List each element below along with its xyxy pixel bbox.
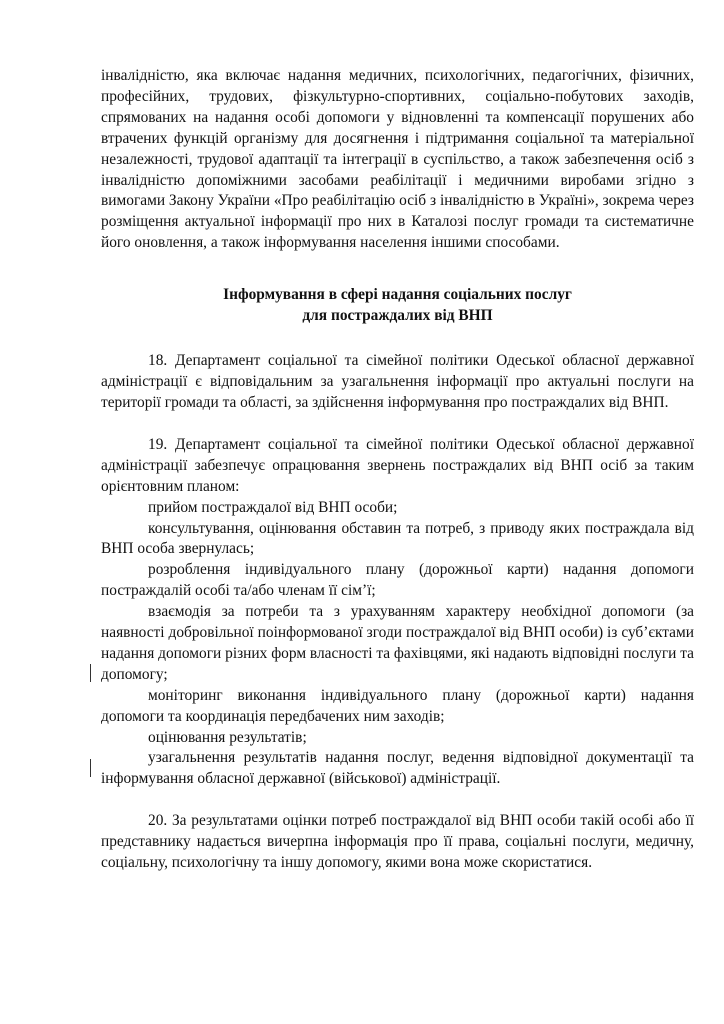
item-19-step-2: консультування, оцінювання обставин та потреб, з приводу яких постраждала від ВНП особа звернулась; [101, 519, 694, 558]
item-19-step-7: узагальнення результатів надання послуг, ведення відповідної документації та інформування обласної державної (військової) адміністрації. [101, 749, 694, 788]
item-19-step-6: оцінювання результатів; [148, 728, 307, 746]
section-heading-line-1: Інформування в сфері надання соціальних послуг [223, 286, 572, 304]
item-19-step-1: прийом постраждалої від ВНП особи; [148, 498, 398, 516]
spacer [101, 414, 694, 435]
item-19-step-5: моніторинг виконання індивідуального плану (дорожньої карти) надання допомоги та координація передбачених ним заходів; [101, 686, 694, 725]
intro-paragraph: інвалідністю, яка включає надання медичних, психологічних, педагогічних, фізичних, професійних, трудових, фізкультурно-спортивних, соціально-побутових заходів, спрямованих на надання особі допомоги у відновленні та компенсації порушених або втрачених функцій організму для досягнення і підтримання соціальної та матеріальної незалежності, трудової адаптації та інтеграції в суспільство, а також забезпечення осіб з інвалідністю допоміжними засобами реабілітації і медичними виробами згідно з вимогами Закону України «Про реабілітацію осіб з інвалідністю в Україні», зокрема через розміщення актуальної інформації про них в Каталозі послуг громади та систематичне його оновлення, а також інформування населення іншими способами. [101, 67, 694, 252]
spacer [101, 326, 694, 347]
item-19-step-3: розроблення індивідуального плану (дорожньої карти) надання допомоги постраждалій особі та/або членам її сім’ї; [101, 561, 694, 600]
revision-bar-1 [90, 664, 91, 682]
spacer [101, 254, 694, 275]
item-18-paragraph: 18. Департамент соціальної та сімейної політики Одеської обласної державної адміністрації є відповідальним за узагальнення інформації про актуальні послуги на території громади та області, за здійснення інформування про постраждалих від ВНП. [101, 352, 694, 411]
item-19-step-4: взаємодія за потреби та з урахуванням характеру необхідної допомоги (за наявності добровільної поінформованої згоди постраждалої від ВНП особи) із суб’єктами надання допомоги різних форм власності та фахівцями, які надають відповідні послуги та допомогу; [101, 603, 694, 683]
revision-bar-2 [90, 759, 91, 777]
spacer [101, 790, 694, 811]
document-page [101, 66, 694, 874]
item-20-paragraph: 20. За результатами оцінки потреб постраждалої від ВНП особи такій особі або її представнику надається вичерпна інформація про її права, соціальні послуги, медичну, соціальну, психологічну та іншу допомогу, якими вона може скористатися. [101, 812, 694, 872]
section-heading-line-2: для постраждалих від ВНП [302, 306, 493, 324]
item-19-intro: 19. Департамент соціальної та сімейної політики Одеської обласної державної адміністрації забезпечує опрацювання звернень постраждалих від ВНП осіб за таким орієнтовним планом: [101, 435, 694, 495]
